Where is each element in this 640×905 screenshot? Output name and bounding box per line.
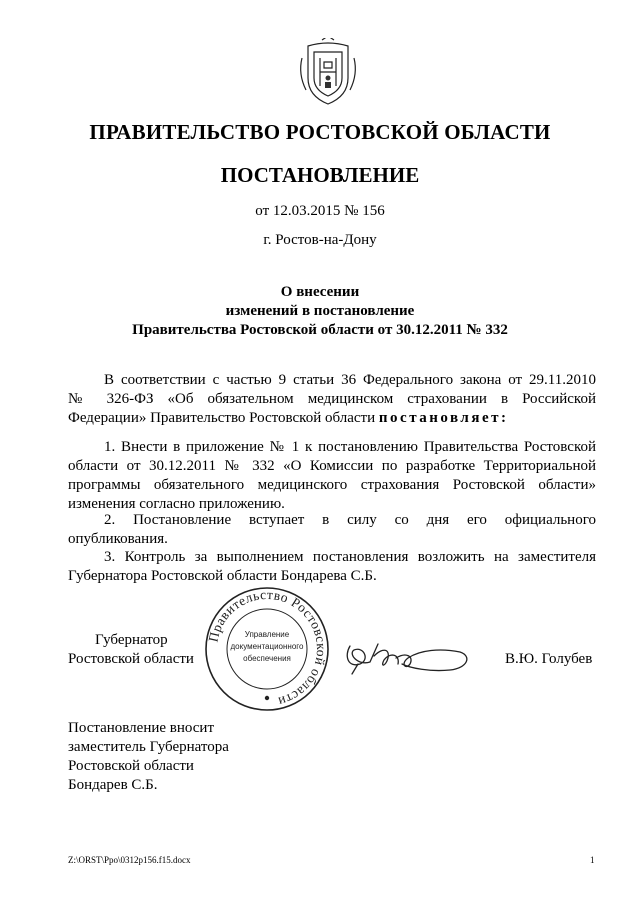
document-city: г. Ростов-на-Дону (263, 232, 377, 248)
preamble-paragraph (68, 371, 596, 428)
signer-title: Губернатор (95, 632, 168, 648)
signer-title: Ростовской области (68, 651, 194, 667)
seal-center-text: документационного (230, 642, 304, 651)
coat-of-arms-icon (296, 38, 360, 108)
introduced-by-line: заместитель Губернатора (68, 739, 229, 755)
paragraph-line: программы обязательного медицинского страхования Ростовской области» (68, 477, 596, 493)
document-date-number: от 12.03.2015 № 156 (255, 203, 385, 219)
page-number: 1 (590, 855, 595, 865)
clause-1-paragraph (68, 438, 596, 514)
paragraph-line: опубликования. (68, 531, 168, 547)
paragraph-line (68, 409, 596, 428)
paragraph-line: области от 30.12.2011 № 332 «О Комиссии по разработке Территориальной (68, 458, 596, 474)
seal-ring-text: Правительство Ростовской области (205, 586, 330, 710)
subject-line: изменений в постановление (225, 303, 415, 319)
resolves-word: постановляет: (378, 410, 509, 426)
clause-2-paragraph (68, 511, 596, 549)
introduced-by-line: Ростовской области (68, 758, 194, 774)
subject-line: О внесении (280, 284, 360, 300)
subject-line: Правительства Ростовской области от 30.12.2011 № 332 (132, 322, 508, 338)
paragraph-line: 2. Постановление вступает в силу со дня его официального (104, 512, 596, 528)
paragraph-line: 1. Внести в приложение № 1 к постановлению Правительства Ростовской (104, 439, 596, 455)
seal-center-text: Управление (244, 630, 290, 639)
introduced-by-line: Бондарев С.Б. (68, 777, 158, 793)
handwritten-signature (340, 634, 475, 678)
paragraph-line: изменения согласно приложению. (68, 496, 285, 512)
paragraph-line: № 326-ФЗ «Об обязательном медицинском страховании в Российской (68, 391, 596, 407)
introduced-by-line: Постановление вносит (68, 720, 215, 736)
paragraph-line: В соответствии с частью 9 статьи 36 Федерального закона от 29.11.2010 (104, 372, 596, 388)
document-type: ПОСТАНОВЛЕНИЕ (220, 163, 420, 187)
paragraph-text: Федерации» Правительство Ростовской области (68, 410, 376, 426)
paragraph-line: Губернатора Ростовской области Бондарева С.Б. (68, 568, 377, 584)
signer-name: В.Ю. Голубев (505, 651, 593, 667)
government-title: ПРАВИТЕЛЬСТВО РОСТОВСКОЙ ОБЛАСТИ (89, 120, 551, 144)
paragraph-line: 3. Контроль за выполнением постановления возложить на заместителя (104, 549, 596, 565)
footer-file-path: Z:\ORST\Ppo\0312p156.f15.docx (68, 855, 191, 865)
seal-center-text: обеспечения (243, 654, 291, 663)
clause-3-paragraph (68, 548, 596, 586)
official-seal-icon (203, 585, 331, 713)
